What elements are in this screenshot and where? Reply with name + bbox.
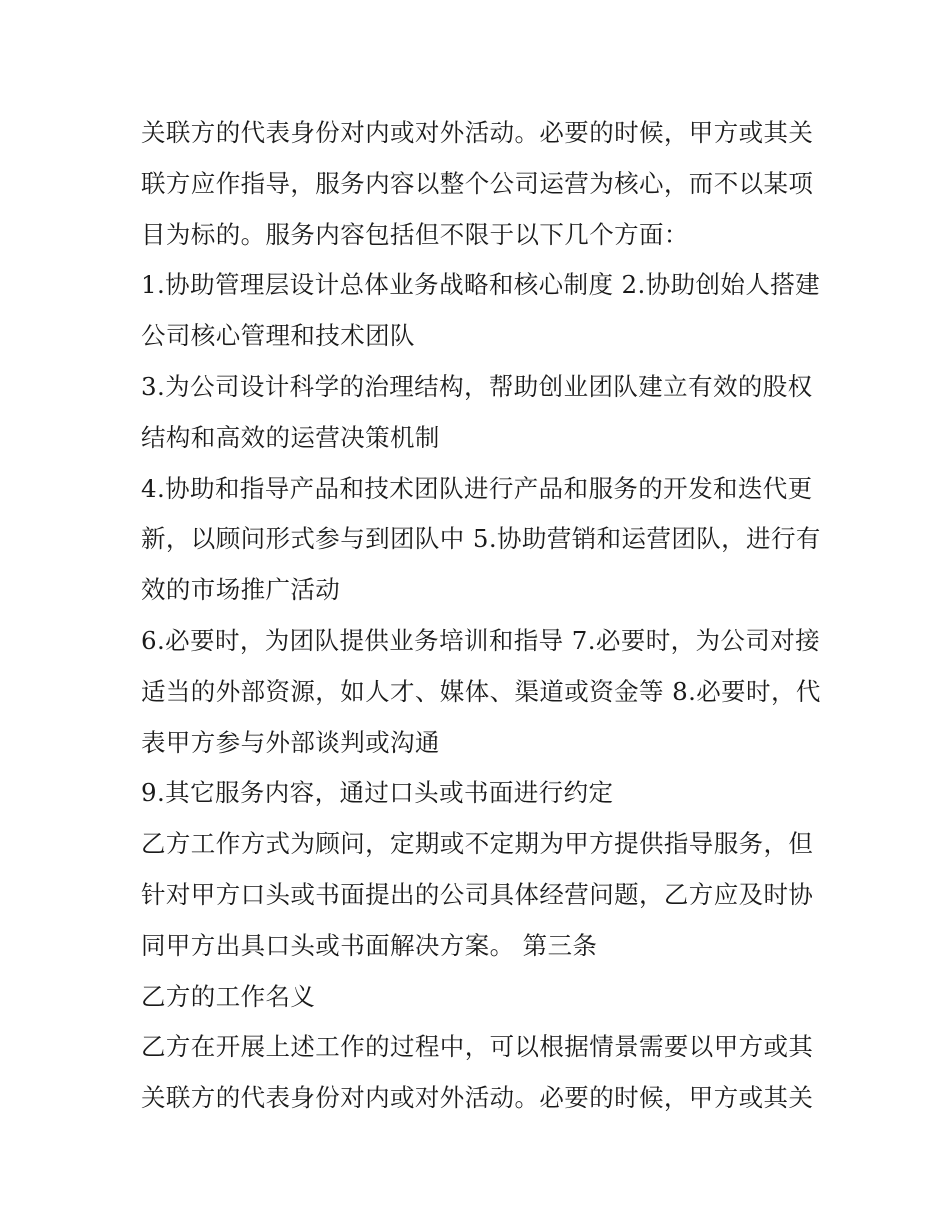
- text-line: 1.协助管理层设计总体业务战略和核心制度 2.协助创始人搭建: [141, 270, 821, 300]
- text-line: 公司核心管理和技术团队: [141, 321, 415, 351]
- text-line: 关联方的代表身份对内或对外活动。必要的时候，甲方或其关: [141, 1083, 814, 1113]
- text-line: 乙方工作方式为顾问，定期或不定期为甲方提供指导服务，但: [141, 829, 814, 859]
- text-line: 目为标的。服务内容包括但不限于以下几个方面：: [141, 219, 689, 249]
- text-line: 3.为公司设计科学的治理结构，帮助创业团队建立有效的股权: [141, 371, 813, 401]
- text-line: 新，以顾问形式参与到团队中 5.协助营销和运营团队，进行有: [141, 524, 821, 554]
- text-line: 乙方在开展上述工作的过程中，可以根据情景需要以甲方或其: [141, 1032, 814, 1062]
- text-line: 关联方的代表身份对内或对外活动。必要的时候，甲方或其关: [141, 118, 814, 147]
- text-line: 乙方的工作名义: [141, 981, 316, 1011]
- text-line: 4.协助和指导产品和技术团队进行产品和服务的开发和迭代更: [141, 473, 813, 503]
- text-line: 同甲方出具口头或书面解决方案。 第三条: [141, 930, 598, 960]
- text-line: 结构和高效的运营决策机制: [141, 422, 440, 452]
- text-line: 适当的外部资源，如人才、媒体、渠道或资金等 8.必要时，代: [141, 676, 821, 706]
- text-line: 表甲方参与外部谈判或沟通: [141, 727, 440, 757]
- text-line: 联方应作指导，服务内容以整个公司运营为核心，而不以某项: [141, 168, 814, 198]
- text-line: 9.其它服务内容，通过口头或书面进行约定: [141, 778, 614, 808]
- text-line: 针对甲方口头或书面提出的公司具体经营问题，乙方应及时协: [141, 879, 814, 909]
- text-line: 6.必要时，为团队提供业务培训和指导 7.必要时，为公司对接: [141, 625, 821, 655]
- text-line: 效的市场推广活动: [141, 575, 341, 605]
- document-body: [141, 108, 821, 1124]
